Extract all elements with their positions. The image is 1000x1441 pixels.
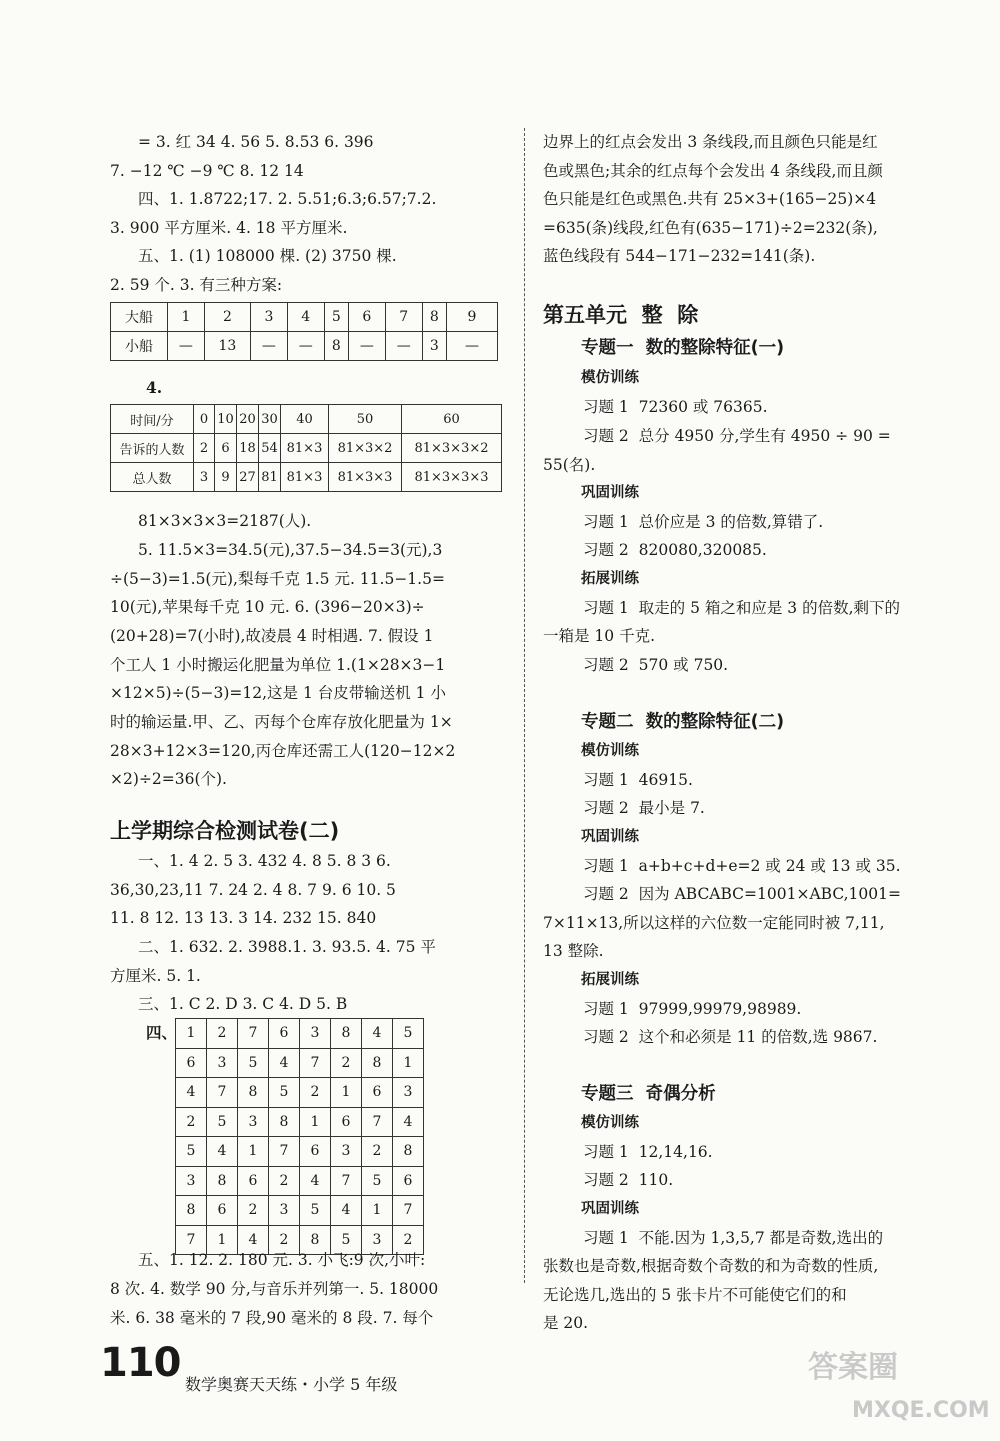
grid-cell: 6 bbox=[269, 1019, 300, 1049]
text-line: 习题 2 因为 ABCABC=1001×ABC,1001= bbox=[583, 885, 901, 903]
book-title: 数学奥赛天天练・小学 5 年级 bbox=[185, 1375, 398, 1394]
table-cell: 小船 bbox=[111, 332, 168, 361]
grid-cell: 3 bbox=[300, 1019, 331, 1049]
table-cell: 54 bbox=[259, 434, 281, 463]
grid-cell: 4 bbox=[393, 1107, 424, 1137]
table-cell: 3 bbox=[422, 332, 446, 361]
grid-cell: 3 bbox=[207, 1048, 238, 1078]
grid-cell: 4 bbox=[176, 1078, 207, 1108]
question-number: 4. bbox=[146, 378, 163, 397]
table-row bbox=[111, 303, 498, 332]
grid-cell: 6 bbox=[207, 1196, 238, 1226]
grid-cell: 1 bbox=[176, 1019, 207, 1049]
grid-cell: 6 bbox=[176, 1048, 207, 1078]
grid-cell: 1 bbox=[238, 1137, 269, 1167]
topic-title: 专题三 奇偶分析 bbox=[581, 1084, 716, 1104]
grid-cell: 5 bbox=[176, 1137, 207, 1167]
text-line: 36,30,23,11 7. 24 2. 4 8. 7 9. 6 10. 5 bbox=[110, 881, 396, 899]
table-cell: — bbox=[287, 332, 324, 361]
grid-row bbox=[176, 1078, 424, 1108]
text-line: 个工人 1 小时搬运化肥量为单位 1.(1×28×3−1 bbox=[110, 656, 446, 674]
table-cell: — bbox=[168, 332, 205, 361]
table-cell: 81×3 bbox=[281, 434, 329, 463]
grid-cell: 1 bbox=[331, 1078, 362, 1108]
grid-cell: 8 bbox=[176, 1196, 207, 1226]
grid-cell: 3 bbox=[331, 1137, 362, 1167]
text-line: 习题 1 46915. bbox=[583, 771, 693, 789]
table-cell: 6 bbox=[348, 303, 385, 332]
grid-cell: 1 bbox=[300, 1107, 331, 1137]
text-line: 无论选几,选出的 5 张卡片不可能使它们的和 bbox=[543, 1286, 847, 1304]
grid-cell: 4 bbox=[238, 1225, 269, 1255]
grid-cell: 1 bbox=[207, 1225, 238, 1255]
grid-cell: 1 bbox=[393, 1048, 424, 1078]
grid-cell: 7 bbox=[269, 1137, 300, 1167]
boat-table bbox=[110, 302, 498, 361]
table-cell: 30 bbox=[259, 405, 281, 434]
grid-cell: 7 bbox=[362, 1107, 393, 1137]
grid-cell: 4 bbox=[331, 1196, 362, 1226]
subsection-label: 模仿训练 bbox=[581, 1115, 639, 1131]
text-line: 色只能是红色或黑色.共有 25×3+(165−25)×4 bbox=[543, 190, 877, 208]
subsection-label: 巩固训练 bbox=[581, 1201, 639, 1217]
text-line: ÷(5−3)=1.5(元),梨每千克 1.5 元. 11.5−1.5= bbox=[110, 570, 445, 588]
text-line: 习题 1 12,14,16. bbox=[583, 1143, 713, 1161]
grid-cell: 7 bbox=[176, 1225, 207, 1255]
table-row bbox=[111, 434, 502, 463]
grid-cell: 5 bbox=[362, 1166, 393, 1196]
grid-cell: 2 bbox=[207, 1019, 238, 1049]
table-cell: 81 bbox=[259, 463, 281, 492]
table-cell: 81×3×3×2 bbox=[402, 434, 502, 463]
grid-cell: 6 bbox=[238, 1166, 269, 1196]
subsection-label: 巩固训练 bbox=[581, 485, 639, 501]
table-cell: 40 bbox=[281, 405, 329, 434]
text-line: 习题 1 72360 或 76365. bbox=[583, 398, 768, 416]
text-line: 2. 59 个. 3. 有三种方案: bbox=[110, 276, 283, 294]
text-line: 81×3×3×3=2187(人). bbox=[138, 512, 312, 530]
text-line: 米. 6. 38 毫米的 7 段,90 毫米的 8 段. 7. 每个 bbox=[110, 1309, 434, 1327]
text-line: 5. 11.5×3=34.5(元),37.5−34.5=3(元),3 bbox=[138, 541, 443, 559]
subsection-label: 模仿训练 bbox=[581, 370, 639, 386]
grid-cell: 3 bbox=[269, 1196, 300, 1226]
grid-row bbox=[176, 1196, 424, 1226]
grid-cell: 2 bbox=[331, 1048, 362, 1078]
grid-cell: 2 bbox=[300, 1078, 331, 1108]
text-line: 习题 1 总价应是 3 的倍数,算错了. bbox=[583, 513, 824, 531]
section-title: 上学期综合检测试卷(二) bbox=[110, 819, 340, 843]
table-cell: 20 bbox=[237, 405, 259, 434]
grid-cell: 8 bbox=[393, 1137, 424, 1167]
table-cell: 81×3×2 bbox=[329, 434, 402, 463]
grid-cell: 6 bbox=[300, 1137, 331, 1167]
watermark-logo: 答案圈 bbox=[808, 1350, 898, 1385]
text-line: 二、1. 632. 2. 3988.1. 3. 93.5. 4. 75 平 bbox=[138, 938, 436, 956]
text-line: 55(名). bbox=[543, 456, 596, 474]
text-line: 色或黑色;其余的红点每个会发出 4 条线段,而且颜 bbox=[543, 162, 883, 180]
latin-grid bbox=[175, 1018, 424, 1255]
watermark-site: MXQE.COM bbox=[852, 1398, 990, 1423]
grid-cell: 2 bbox=[269, 1166, 300, 1196]
text-line: 7. −12 ℃ −9 ℃ 8. 12 14 bbox=[110, 162, 304, 180]
table-cell: 时间/分 bbox=[111, 405, 194, 434]
grid-cell: 5 bbox=[393, 1019, 424, 1049]
table-cell: 3 bbox=[251, 303, 288, 332]
text-line: 五、1. 12. 2. 180 元. 3. 小飞:9 次,小叶: bbox=[138, 1251, 426, 1269]
table-cell: 18 bbox=[237, 434, 259, 463]
text-line: ×12×5)÷(5−3)=12,这是 1 台皮带输送机 1 小 bbox=[110, 684, 446, 702]
table-cell: 81×3×3×3 bbox=[402, 463, 502, 492]
text-line: 8 次. 4. 数学 90 分,与音乐并列第一. 5. 18000 bbox=[110, 1280, 439, 1298]
table-cell: 9 bbox=[215, 463, 237, 492]
grid-cell: 8 bbox=[331, 1019, 362, 1049]
table-cell: 0 bbox=[194, 405, 215, 434]
grid-cell: 7 bbox=[331, 1166, 362, 1196]
text-line: 三、1. C 2. D 3. C 4. D 5. B bbox=[138, 995, 348, 1013]
table-cell: 7 bbox=[385, 303, 422, 332]
table-row bbox=[111, 405, 502, 434]
text-line: 是 20. bbox=[543, 1314, 589, 1332]
text-line: 习题 1 97999,99979,98989. bbox=[583, 1000, 802, 1018]
grid-cell: 5 bbox=[331, 1225, 362, 1255]
grid-cell: 5 bbox=[207, 1107, 238, 1137]
table-cell: 50 bbox=[329, 405, 402, 434]
table-cell: 告诉的人数 bbox=[111, 434, 194, 463]
text-line: 张数也是奇数,根据奇数个奇数的和为奇数的性质, bbox=[543, 1257, 879, 1275]
text-line: 10(元),苹果每千克 10 元. 6. (396−20×3)÷ bbox=[110, 598, 425, 616]
subsection-label: 模仿训练 bbox=[581, 743, 639, 759]
grid-cell: 3 bbox=[176, 1166, 207, 1196]
table-row bbox=[111, 463, 502, 492]
grid-row bbox=[176, 1048, 424, 1078]
table-cell: — bbox=[447, 332, 498, 361]
grid-row bbox=[176, 1137, 424, 1167]
grid-cell: 2 bbox=[393, 1225, 424, 1255]
grid-cell: 6 bbox=[331, 1107, 362, 1137]
grid-cell: 7 bbox=[207, 1078, 238, 1108]
table-cell: 81×3 bbox=[281, 463, 329, 492]
grid-cell: 8 bbox=[269, 1107, 300, 1137]
text-line: 方厘米. 5. 1. bbox=[110, 967, 201, 985]
text-line: 习题 1 a+b+c+d+e=2 或 24 或 13 或 35. bbox=[583, 857, 901, 875]
text-line: 边界上的红点会发出 3 条线段,而且颜色只能是红 bbox=[543, 133, 878, 151]
subsection-label: 拓展训练 bbox=[581, 571, 639, 587]
table-cell: — bbox=[385, 332, 422, 361]
grid-cell: 1 bbox=[362, 1196, 393, 1226]
grid-cell: 4 bbox=[269, 1048, 300, 1078]
text-line: =635(条)线段,红色有(635−171)÷2=232(条), bbox=[543, 219, 878, 237]
text-line: 28×3+12×3=120,丙仓库还需工人(120−12×2 bbox=[110, 742, 456, 760]
table-cell: 8 bbox=[422, 303, 446, 332]
text-line: = 3. 红 34 4. 56 5. 8.53 6. 396 bbox=[138, 133, 374, 151]
text-line: 四、1. 1.8722;17. 2. 5.51;6.3;6.57;7.2. bbox=[138, 190, 437, 208]
grid-cell: 7 bbox=[393, 1196, 424, 1226]
table-cell: 9 bbox=[447, 303, 498, 332]
grid-row bbox=[176, 1019, 424, 1049]
table-cell: 10 bbox=[215, 405, 237, 434]
grid-cell: 2 bbox=[238, 1196, 269, 1226]
grid-cell: 3 bbox=[238, 1107, 269, 1137]
grid-cell: 4 bbox=[362, 1019, 393, 1049]
topic-title: 专题二 数的整除特征(二) bbox=[581, 712, 785, 732]
subsection-label: 拓展训练 bbox=[581, 972, 639, 988]
grid-cell: 8 bbox=[362, 1048, 393, 1078]
text-line: 习题 2 最小是 7. bbox=[583, 799, 705, 817]
table-cell: 4 bbox=[287, 303, 324, 332]
table-cell: 2 bbox=[194, 434, 215, 463]
grid-row bbox=[176, 1107, 424, 1137]
grid-cell: 8 bbox=[300, 1225, 331, 1255]
table-cell: 5 bbox=[324, 303, 348, 332]
table-cell: 2 bbox=[204, 303, 250, 332]
page-number: 110 bbox=[100, 1340, 181, 1386]
grid-cell: 6 bbox=[393, 1166, 424, 1196]
grid-row bbox=[176, 1166, 424, 1196]
grid-cell: 4 bbox=[300, 1166, 331, 1196]
table-cell: 8 bbox=[324, 332, 348, 361]
unit-title: 第五单元 整 除 bbox=[543, 303, 699, 327]
grid-cell: 2 bbox=[269, 1225, 300, 1255]
grid-cell: 5 bbox=[300, 1196, 331, 1226]
grid-cell: 7 bbox=[238, 1019, 269, 1049]
text-line: 一、1. 4 2. 5 3. 432 4. 8 5. 8 3 6. bbox=[138, 852, 391, 870]
table-cell: 总人数 bbox=[111, 463, 194, 492]
column-divider bbox=[524, 128, 525, 1283]
question-number: 四、 bbox=[146, 1023, 178, 1042]
text-line: 习题 1 不能.因为 1,3,5,7 都是奇数,选出的 bbox=[583, 1229, 884, 1247]
table-cell: 6 bbox=[215, 434, 237, 463]
text-line: 习题 1 取走的 5 箱之和应是 3 的倍数,剩下的 bbox=[583, 599, 901, 617]
grid-cell: 2 bbox=[176, 1107, 207, 1137]
table-cell: 60 bbox=[402, 405, 502, 434]
text-line: 一箱是 10 千克. bbox=[543, 627, 656, 645]
table-cell: 13 bbox=[204, 332, 250, 361]
text-line: 11. 8 12. 13 13. 3 14. 232 15. 840 bbox=[110, 909, 377, 927]
table-cell: — bbox=[251, 332, 288, 361]
grid-cell: 4 bbox=[207, 1137, 238, 1167]
grid-cell: 3 bbox=[362, 1225, 393, 1255]
grid-cell: 2 bbox=[362, 1137, 393, 1167]
text-line: 13 整除. bbox=[543, 942, 604, 960]
grid-cell: 5 bbox=[269, 1078, 300, 1108]
text-line: 3. 900 平方厘米. 4. 18 平方厘米. bbox=[110, 219, 348, 237]
text-line: 习题 2 110. bbox=[583, 1171, 674, 1189]
text-line: 习题 2 这个和必须是 11 的倍数,选 9867. bbox=[583, 1028, 878, 1046]
text-line: 时的输运量.甲、乙、丙每个仓库存放化肥量为 1× bbox=[110, 713, 453, 731]
text-line: 习题 2 570 或 750. bbox=[583, 656, 729, 674]
table-cell: 3 bbox=[194, 463, 215, 492]
topic-title: 专题一 数的整除特征(一) bbox=[581, 338, 785, 358]
grid-cell: 7 bbox=[300, 1048, 331, 1078]
grid-cell: 8 bbox=[207, 1166, 238, 1196]
text-line: 习题 2 总分 4950 分,学生有 4950 ÷ 90 = bbox=[583, 427, 891, 445]
table-cell: 1 bbox=[168, 303, 205, 332]
text-line: 五、1. (1) 108000 棵. (2) 3750 棵. bbox=[138, 247, 397, 265]
grid-cell: 3 bbox=[393, 1078, 424, 1108]
grid-cell: 5 bbox=[238, 1048, 269, 1078]
text-line: (20+28)=7(小时),故凌晨 4 时相遇. 7. 假设 1 bbox=[110, 627, 434, 645]
grid-cell: 6 bbox=[362, 1078, 393, 1108]
subsection-label: 巩固训练 bbox=[581, 829, 639, 845]
table-row bbox=[111, 332, 498, 361]
table-cell: 81×3×3 bbox=[329, 463, 402, 492]
table-cell: 大船 bbox=[111, 303, 168, 332]
spread-table bbox=[110, 404, 502, 492]
table-cell: — bbox=[348, 332, 385, 361]
table-cell: 27 bbox=[237, 463, 259, 492]
text-line: ×2)÷2=36(个). bbox=[110, 770, 227, 788]
text-line: 7×11×13,所以这样的六位数一定能同时被 7,11, bbox=[543, 914, 885, 932]
grid-cell: 8 bbox=[238, 1078, 269, 1108]
text-line: 蓝色线段有 544−171−232=141(条). bbox=[543, 247, 816, 265]
text-line: 习题 2 820080,320085. bbox=[583, 541, 767, 559]
